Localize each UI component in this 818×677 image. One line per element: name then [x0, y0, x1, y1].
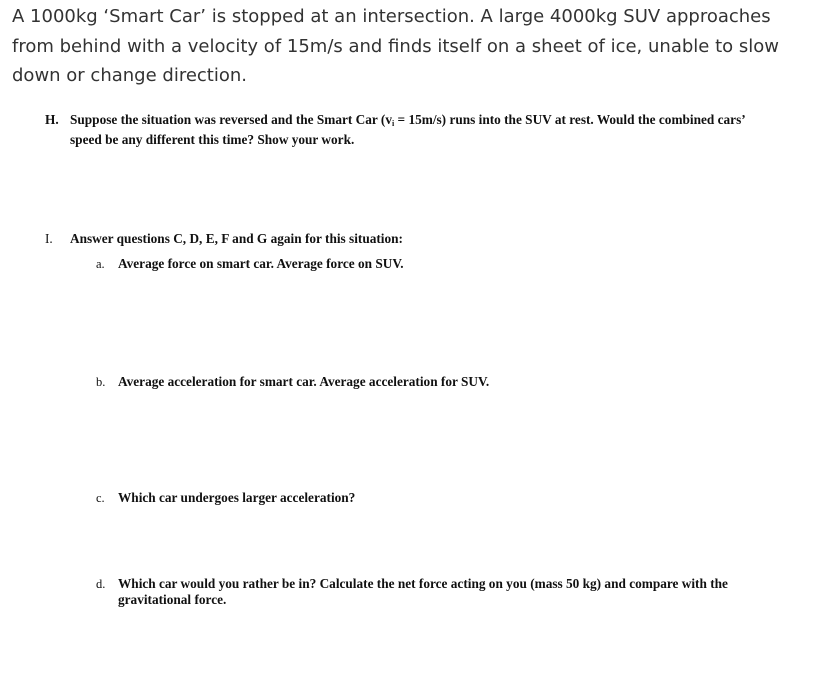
- sub-item-c-text: Which car undergoes larger acceleration?: [118, 490, 356, 505]
- problem-statement: A 1000kg ‘Smart Car’ is stopped at an intersection. A large 4000kg SUV approaches from behind with a velocity of 15m/s and finds itself on a sheet of ice, unable to slow down or change direction.: [12, 6, 779, 86]
- question-h-text: [70, 112, 760, 148]
- sub-item-d-label: d.: [96, 577, 106, 591]
- question-i-text: Answer questions C, D, E, F and G again for this situation:: [70, 231, 403, 246]
- question-h-label: H.: [45, 112, 59, 127]
- sub-item-a-text: Average force on smart car. Average force on SUV.: [118, 256, 404, 271]
- velocity-subscript: i: [391, 119, 395, 128]
- sub-item-d-text: Which car would you rather be in? Calculate the net force acting on you (mass 50 kg) and compare with the gravitational force.: [118, 576, 728, 607]
- sub-item-a-label: a.: [96, 257, 105, 271]
- sub-item-b-text: Average acceleration for smart car. Average acceleration for SUV.: [118, 374, 490, 389]
- question-i-label: I.: [45, 231, 53, 246]
- question-h-text-before: Suppose the situation was reversed and the Smart Car (v: [70, 112, 392, 127]
- sub-item-b-label: b.: [96, 375, 106, 389]
- question-h-text-after: = 15m/s) runs into the SUV at rest. Would the combined cars’ speed be any different this time? Show your work.: [70, 112, 745, 147]
- sub-item-c-label: c.: [96, 491, 105, 505]
